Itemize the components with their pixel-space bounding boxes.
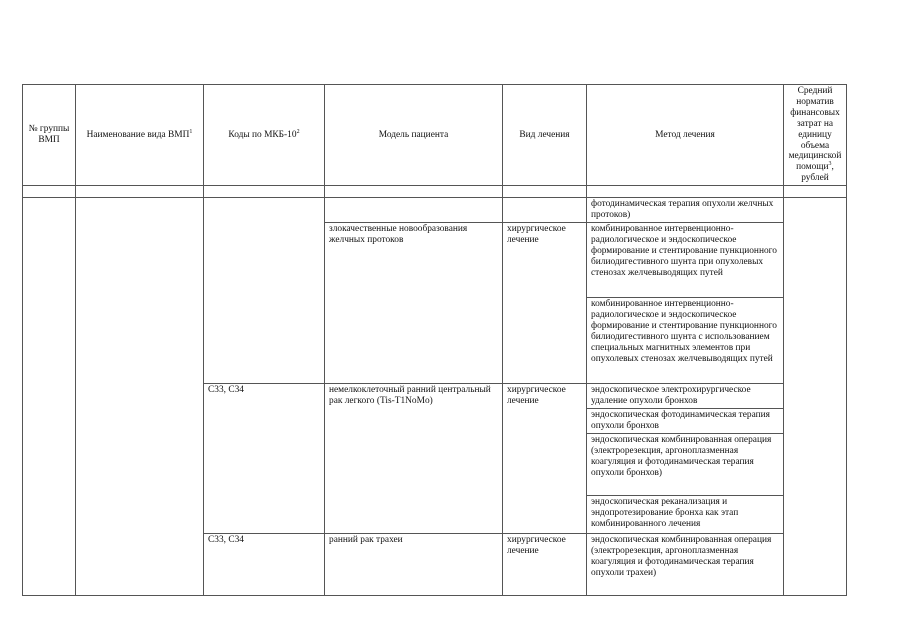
header-treatment-method: Метод лечения — [587, 85, 784, 186]
treatment-method-cell: комбинированное интервенционно-радиологическое и эндоскопическое формирование и стентирование пункционного билиодигестивного шунта с использованием специальных магнитных элементов при опухолевых стенозах желчевыводящих путей — [587, 297, 784, 383]
group-number-cell — [23, 198, 76, 596]
header-icd-codes: Коды по МКБ-$10^2$ — [204, 85, 325, 186]
header-patient-model: Модель пациента — [325, 85, 503, 186]
icd-codes-cell — [204, 198, 325, 384]
patient-model-cell: немелкоклеточный ранний центральный рак легкого (Tis-T1NoMo) — [325, 383, 503, 533]
spacer-row — [23, 186, 847, 198]
header-group-number: № группы ВМП — [23, 85, 76, 186]
treatment-type-cell: хирургическое лечение — [503, 383, 587, 533]
patient-model-cell: злокачественные новообразования желчных протоков — [325, 222, 503, 383]
treatment-method-cell: эндоскопическое электрохирургическое удаление опухоли бронхов — [587, 383, 784, 408]
header-cost-standard: Средний норматив финансовых затрат на единицу объема медицинской помощи$^3$, рублей — [784, 85, 847, 186]
vmp-name-cell — [76, 198, 204, 596]
treatment-method-cell: фотодинамическая терапия опухоли желчных протоков) — [587, 198, 784, 223]
table-row — [23, 198, 847, 223]
patient-model-cell — [325, 198, 503, 223]
treatment-type-cell: хирургическое лечение — [503, 222, 587, 383]
patient-model-cell: ранний рак трахеи — [325, 533, 503, 595]
treatment-type-cell — [503, 198, 587, 223]
treatment-method-cell: эндоскопическая реканализация и эндопротезирование бронха как этап комбинированного лечения — [587, 495, 784, 533]
treatment-type-cell: хирургическое лечение — [503, 533, 587, 595]
header-vmp-name: Наименование вида ВМП$^1$ — [76, 85, 204, 186]
treatment-method-cell: эндоскопическая комбинированная операция (электрорезекция, аргоноплазменная коагуляция и фотодинамическая терапия опухоли трахеи) — [587, 533, 784, 595]
treatment-method-cell: эндоскопическая фотодинамическая терапия опухоли бронхов — [587, 408, 784, 433]
vmp-table — [22, 84, 847, 596]
cost-standard-cell — [784, 198, 847, 596]
treatment-method-cell: комбинированное интервенционно-радиологическое и эндоскопическое формирование и стентирование пункционного билиодигестивного шунта при опухолевых стенозах желчевыводящих путей — [587, 222, 784, 297]
icd-codes-cell: C33, C34 — [204, 383, 325, 533]
treatment-method-cell: эндоскопическая комбинированная операция (электрорезекция, аргоноплазменная коагуляция и фотодинамическая терапия опухоли бронхов) — [587, 433, 784, 495]
header-treatment-type: Вид лечения — [503, 85, 587, 186]
icd-codes-cell: C33, C34 — [204, 533, 325, 595]
header-row — [23, 85, 847, 186]
